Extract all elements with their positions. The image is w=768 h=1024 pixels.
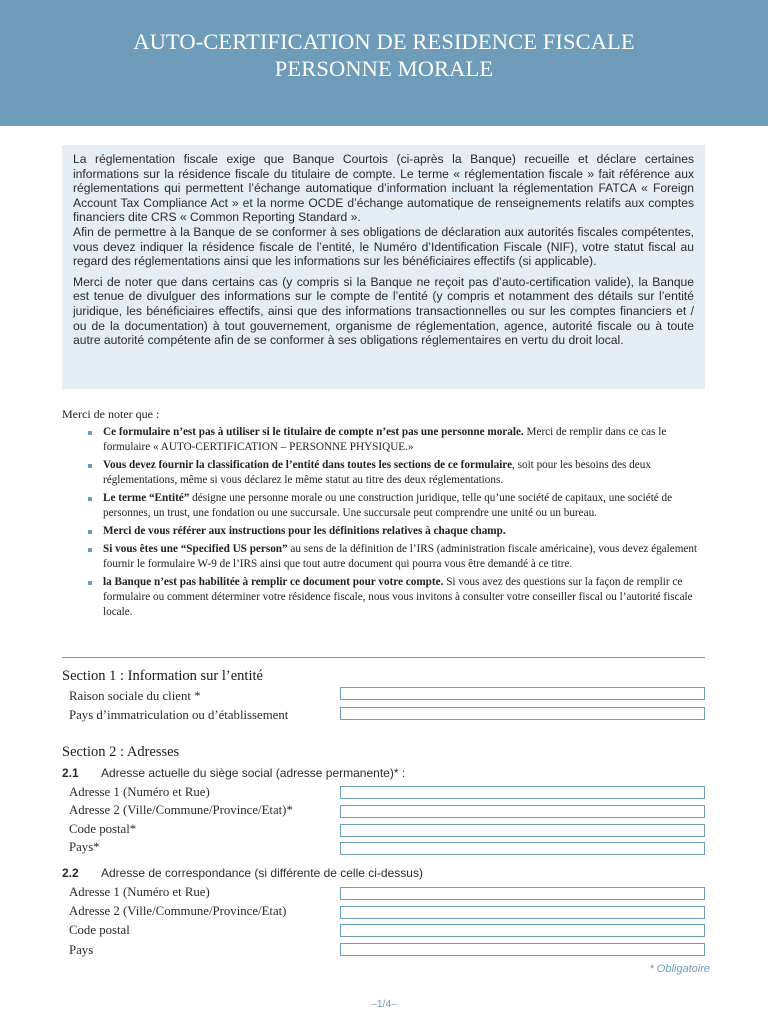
note-text: Si vous avez des questions sur la façon de remplir ce formulaire ou comment déterminer votre résidence fiscale, nous vous invitons à consulter votre conseiller fiscal ou l’autorité fiscale locale. xyxy=(103,576,693,618)
note-item xyxy=(88,524,708,539)
note-bold: Ce formulaire n’est pas à utiliser si le titulaire de compte n’est pas une personne morale. xyxy=(103,426,524,438)
intro-box xyxy=(62,145,705,389)
s21-pays-field[interactable] xyxy=(340,842,705,855)
intro-paragraph-1: La réglementation fiscale exige que Banque Courtois (ci-après la Banque) recueille et déclare certaines informations sur la résidence fiscale du titulaire de compte. Le terme « réglementation fiscale » fait référence aux réglementations qui permettent l’échange automatique d’information incluant la réglementation FATCA « Foreign Account Tax Compliance Act » et la norme OCDE d’échange automatique de renseignements relatifs aux comptes financiers dite CRS « Common Reporting Standard ». xyxy=(73,152,694,225)
s22-adresse1-field[interactable] xyxy=(340,887,705,900)
s22-code-postal-field[interactable] xyxy=(340,924,705,937)
notes-list xyxy=(88,425,708,623)
note-bold: Le terme “Entité” xyxy=(103,492,190,504)
s22-adresse2-label: Adresse 2 (Ville/Commune/Province/Etat) xyxy=(69,904,287,918)
bullet-icon xyxy=(88,431,92,435)
section-divider xyxy=(62,657,705,658)
s21-adresse2-field[interactable] xyxy=(340,805,705,818)
note-item xyxy=(88,542,708,572)
note-text: , soit pour les besoins des deux réglementations, même si vous déclarez le même statut au titre des deux réglementations. xyxy=(103,459,651,486)
bullet-icon xyxy=(88,530,92,534)
intro-paragraph-3: Merci de noter que dans certains cas (y compris si la Banque ne reçoit pas d’auto-certification valide), la Banque est tenue de divulguer des informations sur le compte de l’entité (y compris et notamment des détails sur l’entité juridique, les bénéficiaires effectifs, ainsi que des informations transactionnelles ou sur les comptes financiers et / ou de la documentation) à tout gouvernement, organisme de réglementation, agence, autorité fiscale ou à toute autre autorité compétente afin de se conformer à ses obligations réglementaires en vertu du droit local. xyxy=(73,274,694,348)
s22-pays-label: Pays xyxy=(69,943,94,957)
bullet-icon xyxy=(88,497,92,501)
subsection-2-1-heading xyxy=(62,766,405,781)
title-line-2: PERSONNE MORALE xyxy=(274,56,494,81)
title-line-1: AUTO-CERTIFICATION DE RESIDENCE FISCALE xyxy=(133,29,635,54)
note-text: désigne une personne morale ou une construction juridique, telle qu’une société de capitaux, une société de personnes, un trust, une fondation ou une succursale. Une succursale peut comprendre une unité ou un bureau. xyxy=(103,492,673,519)
note-item xyxy=(88,491,708,521)
note-bold: Vous devez fournir la classification de l’entité dans toutes les sections de ce formulaire xyxy=(103,459,513,471)
subsection-title: Adresse actuelle du siège social (adresse permanente)* : xyxy=(101,766,406,780)
s21-pays-label: Pays* xyxy=(69,840,100,854)
raison-sociale-field[interactable] xyxy=(340,687,705,700)
raison-sociale-label: Raison sociale du client * xyxy=(69,689,201,703)
subsection-title: Adresse de correspondance (si différente de celle ci-dessus) xyxy=(101,866,423,880)
required-note: * Obligatoire xyxy=(649,963,710,975)
s21-adresse1-label: Adresse 1 (Numéro et Rue) xyxy=(69,785,210,799)
s22-code-postal-label: Code postal xyxy=(69,923,130,937)
s21-code-postal-field[interactable] xyxy=(340,824,705,837)
note-text: Merci de remplir dans ce cas le formulaire « AUTO-CERTIFICATION – PERSONNE PHYSIQUE.» xyxy=(103,426,667,453)
s22-pays-field[interactable] xyxy=(340,943,705,956)
note-bold: Merci de vous référer aux instructions pour les définitions relatives à chaque champ. xyxy=(103,525,506,537)
note-item xyxy=(88,458,708,488)
s21-adresse2-label: Adresse 2 (Ville/Commune/Province/Etat)* xyxy=(69,803,293,817)
subsection-number: 2.1 xyxy=(62,766,79,780)
bullet-icon xyxy=(88,581,92,585)
bullet-icon xyxy=(88,548,92,552)
subsection-2-2-heading xyxy=(62,866,423,881)
section-1-title: Section 1 : Information sur l’entité xyxy=(62,668,263,684)
s21-code-postal-label: Code postal* xyxy=(69,822,137,836)
s22-adresse2-field[interactable] xyxy=(340,906,705,919)
pays-immatriculation-label: Pays d’immatriculation ou d’établissement xyxy=(69,708,289,722)
note-bold: la Banque n’est pas habilitée à remplir ce document pour votre compte. xyxy=(103,576,444,588)
notes-heading: Merci de noter que : xyxy=(62,407,160,421)
bullet-icon xyxy=(88,464,92,468)
pays-immatriculation-field[interactable] xyxy=(340,707,705,720)
intro-paragraph-2: Afin de permettre à la Banque de se conformer à ses obligations de déclaration aux autorités fiscales compétentes, vous devez indiquer la résidence fiscale de l’entité, le Numéro d’Identification Fiscale (NIF), votre statut fiscal au regard des réglementations ainsi que les informations sur les bénéficiaires effectifs (si applicable). xyxy=(73,224,694,269)
subsection-number: 2.2 xyxy=(62,866,79,880)
s21-adresse1-field[interactable] xyxy=(340,786,705,799)
note-text: au sens de la définition de l’IRS (administration fiscale américaine), vous devez également fournir le formulaire W-9 de l’IRS ainsi que tout autre document qui pourra vous être demandé à ce titre. xyxy=(103,543,698,570)
page-number: –1/4– xyxy=(370,998,398,1010)
page-title xyxy=(0,28,768,82)
section-2-title: Section 2 : Adresses xyxy=(62,744,180,760)
note-bold: Si vous êtes une “Specified US person” xyxy=(103,543,288,555)
note-item xyxy=(88,575,708,620)
note-item xyxy=(88,425,708,455)
header-banner xyxy=(0,0,768,126)
s22-adresse1-label: Adresse 1 (Numéro et Rue) xyxy=(69,885,210,899)
